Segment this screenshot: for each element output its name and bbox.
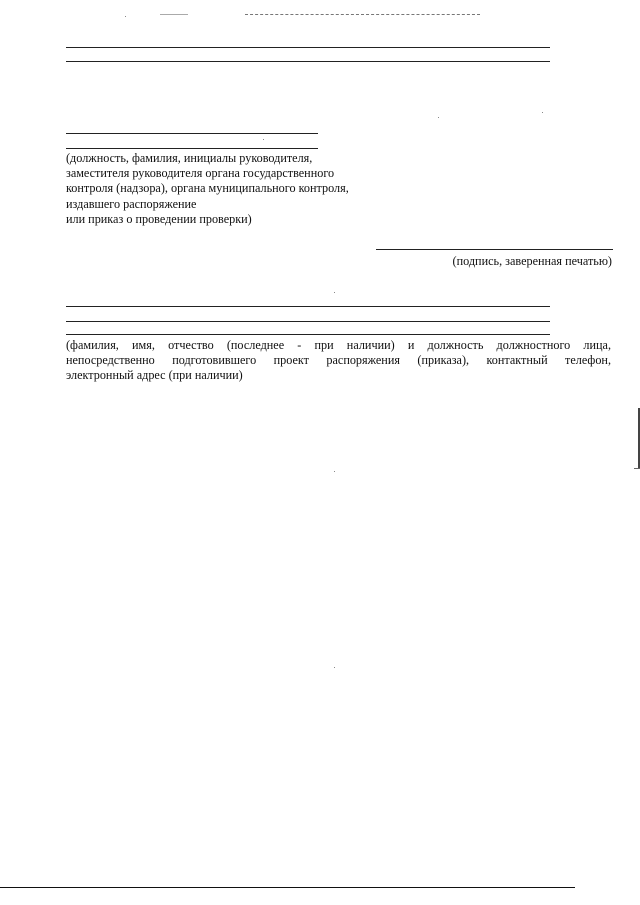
- top-scan-mark: [160, 14, 188, 15]
- scan-speck: [542, 112, 543, 113]
- preparer-line-3: [66, 334, 550, 335]
- scan-speck: [438, 117, 439, 118]
- bottom-scan-line: [0, 887, 575, 888]
- head-caption-line: контроля (надзора), органа муниципального контроля,: [66, 181, 349, 196]
- head-caption-line: издавшего распоряжение: [66, 196, 197, 211]
- preparer-caption-line: электронный адрес (при наличии): [66, 368, 243, 383]
- scan-speck: [263, 139, 264, 140]
- scan-speck: [334, 292, 335, 293]
- signature-caption: (подпись, заверенная печатью): [452, 254, 612, 268]
- preparer-caption-line: (фамилия, имя, отчество (последнее - при наличии) и должность должностного лица,: [66, 338, 611, 352]
- preparer-caption: [66, 338, 611, 384]
- preparer-caption-line: непосредственно подготовившего проект распоряжения (приказа), контактный телефон,: [66, 353, 611, 368]
- edge-artifact: [634, 468, 640, 469]
- head-caption-line: заместителя руководителя органа государственного: [66, 166, 335, 181]
- blank-line-2: [66, 61, 550, 62]
- top-scan-line: [245, 14, 480, 15]
- head-caption-line: (должность, фамилия, инициалы руководителя,: [66, 151, 313, 165]
- scan-speck: [125, 16, 126, 17]
- head-caption-line: или приказ о проведении проверки): [66, 211, 252, 226]
- position-line-1: [66, 133, 318, 134]
- scan-speck: [334, 667, 335, 668]
- signature-line: [376, 249, 613, 250]
- preparer-line-2: [66, 321, 550, 322]
- preparer-line-1: [66, 306, 550, 307]
- blank-line-1: [66, 47, 550, 48]
- scan-speck: [334, 471, 335, 472]
- head-caption: [66, 151, 349, 227]
- position-line-2: [66, 148, 318, 149]
